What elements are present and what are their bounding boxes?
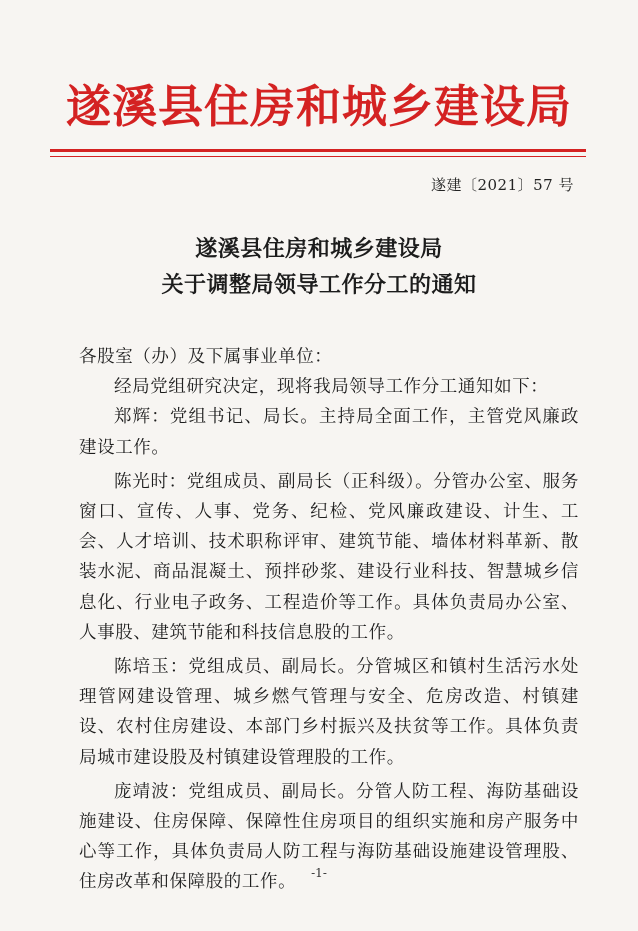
- document-title: [0, 232, 638, 304]
- paragraph-pang-jingbo: 庞靖波：党组成员、副局长。分管人防工程、海防基础设施建设、住房保障、保障性住房项目的组织实施和房产服务中心等工作，具体负责局人防工程与海防基础设施建设管理股、住房改革和保障股的工作。: [79, 781, 579, 893]
- document-title-line2: 关于调整局领导工作分工的通知: [161, 273, 477, 298]
- intro-paragraph: 经局党组研究决定，现将我局领导工作分工通知如下：: [114, 377, 549, 398]
- salutation: 各股室（办）及下属事业单位：: [79, 347, 333, 367]
- paragraph-chen-peiyu: 陈培玉：党组成员、副局长。分管城区和镇村生活污水处理管网建设管理、城乡燃气管理与安全、危房改造、村镇建设、农村住房建设、本部门乡村振兴及扶贫等工作。具体负责局城市建设股及村镇建设管理股的工作。: [79, 657, 579, 768]
- document-body: [79, 342, 579, 898]
- paragraph-zheng-hui: 郑辉：党组书记、局长。主持局全面工作，主管党风廉政建设工作。: [79, 407, 579, 458]
- paragraph-chen-guangshi: 陈光时：党组成员、副局长（正科级）。分管办公室、服务窗口、宣传、人事、党务、纪检、党风廉政建设、计生、工会、人才培训、技术职称评审、建筑节能、墙体材料革新、散装水泥、商品混凝土、预拌砂浆、建设行业科技、智慧城乡信息化、行业电子政务、工程造价等工作。具体负责局办公室、人事股、建筑节能和科技信息股的工作。: [79, 471, 579, 643]
- letterhead-title: 遂溪县住房和城乡建设局: [65, 80, 572, 133]
- document-number: 遂建〔2021〕57 号: [430, 176, 574, 194]
- letterhead-red-rule-thin: [50, 156, 586, 157]
- page-number: -1-: [311, 866, 327, 880]
- letterhead-red-rule-thick: [50, 149, 586, 152]
- document-title-line1: 遂溪县住房和城乡建设局: [195, 237, 443, 262]
